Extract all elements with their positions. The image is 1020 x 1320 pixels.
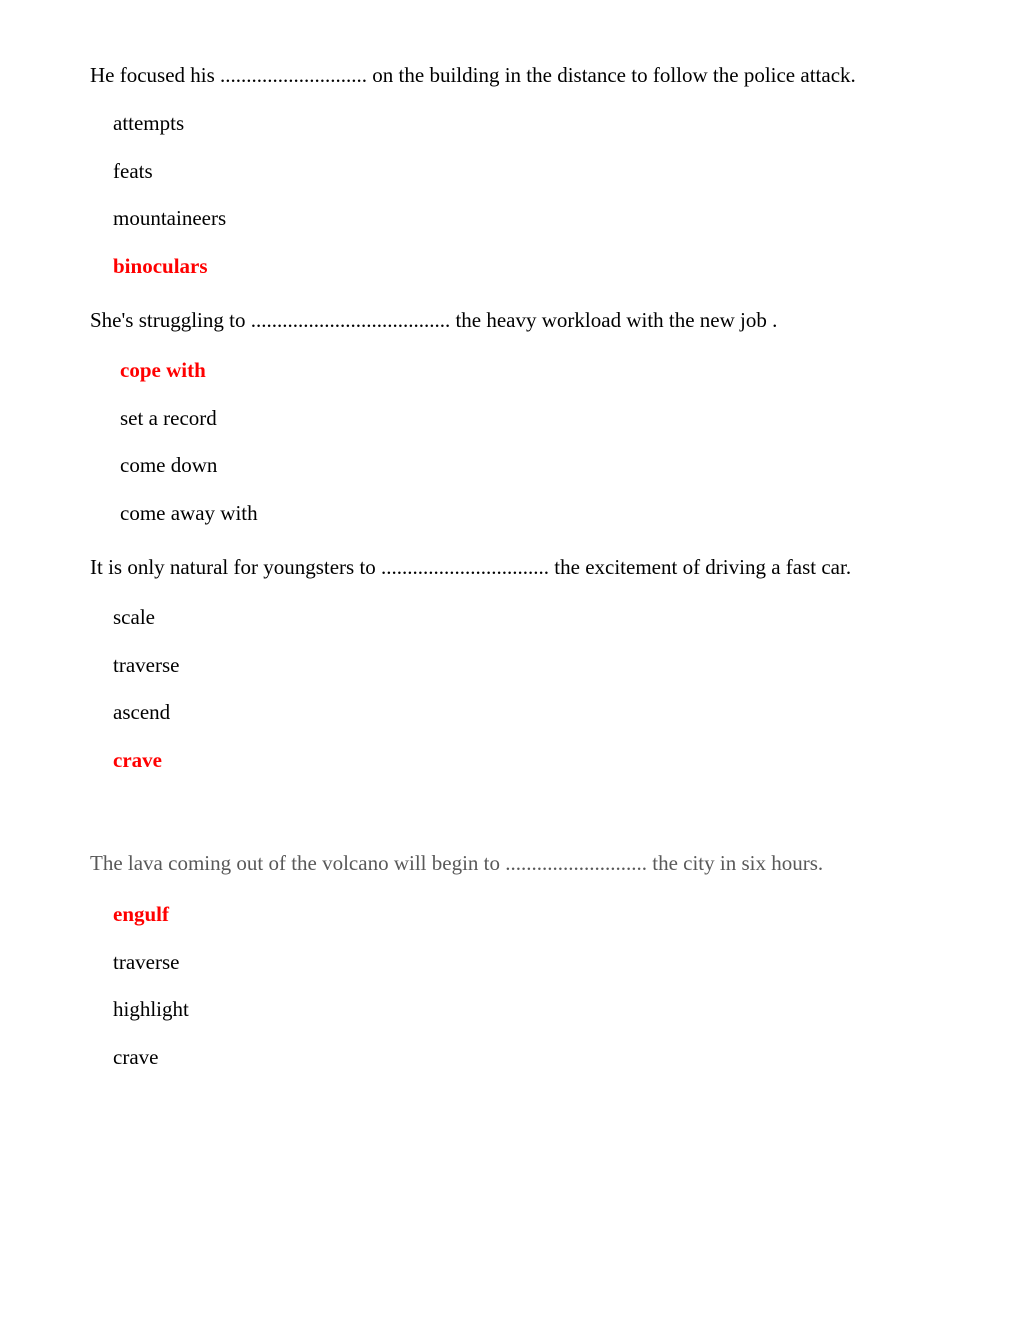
question-2-option-2: set a record <box>120 406 217 430</box>
question-2-option-1-correct: cope with <box>120 358 206 382</box>
question-1-option-4-correct: binoculars <box>113 254 208 278</box>
question-4-option-4: crave <box>113 1045 159 1069</box>
question-4-text: The lava coming out of the volcano will begin to ........................... the city in six hours. <box>90 851 824 875</box>
question-2-text: She's struggling to ...................................... the heavy workload with the new job . <box>90 308 778 332</box>
question-3-option-3: ascend <box>113 700 171 724</box>
question-1-text: He focused his ............................ on the building in the distance to follow the police attack. <box>90 63 856 87</box>
question-1-option-3: mountaineers <box>113 206 227 230</box>
question-3-option-1: scale <box>113 605 155 629</box>
question-3-option-4-correct: crave <box>113 748 162 772</box>
question-2-option-4: come away with <box>120 501 258 525</box>
question-4-option-3: highlight <box>113 997 189 1021</box>
question-3-option-2: traverse <box>113 653 180 677</box>
question-4-option-1-correct: engulf <box>113 902 170 926</box>
question-3-text: It is only natural for youngsters to ................................ the excitement of driving a fast car. <box>90 555 852 579</box>
question-1-option-1: attempts <box>113 111 185 135</box>
question-1-option-2: feats <box>113 159 153 183</box>
question-2-option-3: come down <box>120 453 218 477</box>
question-4-option-2: traverse <box>113 950 180 974</box>
